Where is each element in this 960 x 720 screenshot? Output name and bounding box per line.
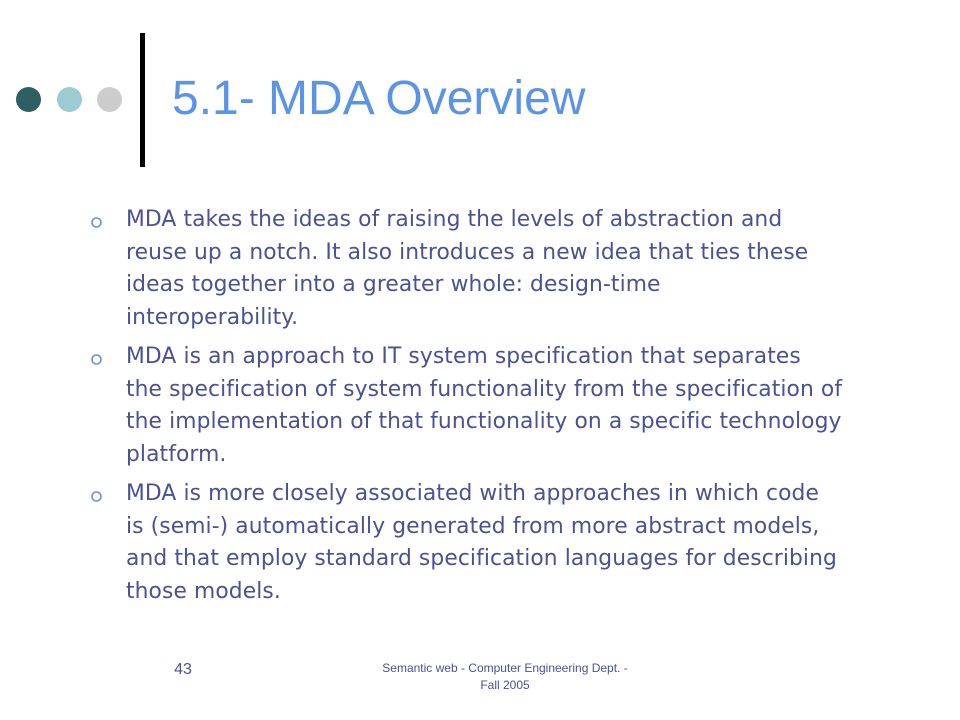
gray-dot-icon (97, 87, 122, 112)
page-number: 43 (174, 661, 192, 678)
title-divider-bar (140, 33, 145, 167)
ring-bullet-icon (90, 216, 103, 229)
footer-caption: Semantic web - Computer Engineering Dept. - Fall 2005 (382, 661, 628, 692)
dark-teal-dot-icon (16, 87, 41, 112)
bullet-text: MDA is more closely associated with approaches in which code is (semi-) automatically generated from more abstract models, and that employ standard specification languages for describing those models. (126, 481, 837, 604)
light-teal-dot-icon (57, 87, 82, 112)
ring-bullet-icon (90, 490, 103, 503)
bullet-item (90, 341, 900, 471)
bullet-list (90, 204, 900, 615)
bullet-text: MDA takes the ideas of raising the levels of abstraction and reuse up a notch. It also introduces a new idea that ties these ideas together into a greater whole: design-time interoperability. (126, 207, 809, 330)
bullet-item (90, 204, 900, 334)
bullet-item (90, 478, 900, 608)
slide-title: 5.1- MDA Overview (172, 72, 586, 125)
ring-bullet-icon (90, 353, 103, 366)
bullet-text: MDA is an approach to IT system specification that separates the specification of system functionality from the specification of the implementation of that functionality on a specific technology platform. (126, 344, 843, 467)
